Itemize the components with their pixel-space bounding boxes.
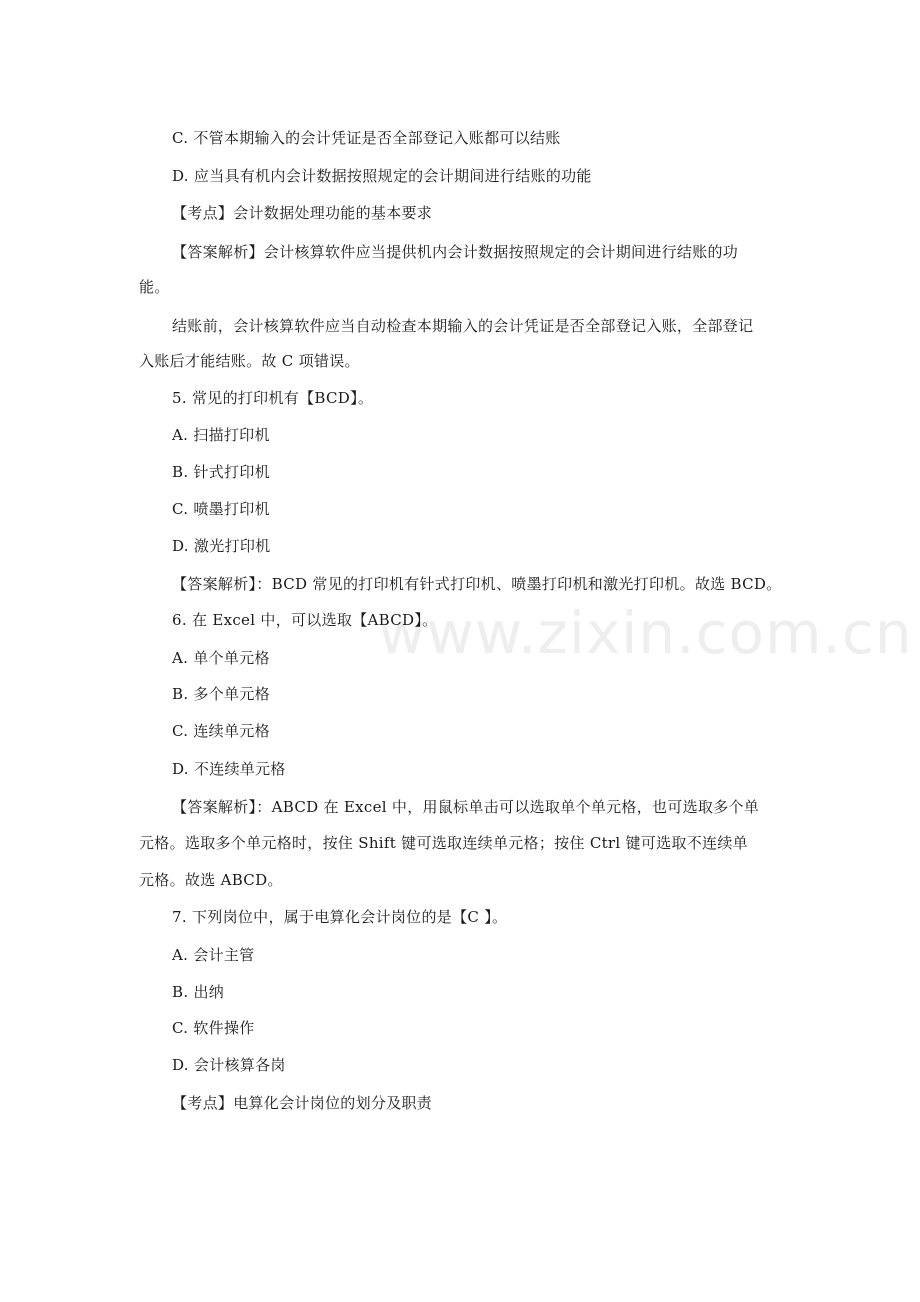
question-5: 5. 常见的打印机有【BCD】。: [172, 389, 374, 407]
option-b-q7: B. 出纳: [172, 983, 225, 1001]
answer-analysis-q5: 【答案解析】：BCD 常见的打印机有针式打印机、喷墨打印机和激光打印机。故选 BCD。: [172, 575, 782, 593]
answer-analysis-q6-line2: 元格。选取多个单元格时，按住 Shift 键可选取连续单元格；按住 Ctrl 键可选取不连续单: [139, 834, 748, 852]
option-a-q7: A. 会计主管: [172, 946, 255, 964]
option-c-q4: C. 不管本期输入的会计凭证是否全部登记入账都可以结账: [172, 129, 561, 147]
answer-analysis-q6-line1: 【答案解析】：ABCD 在 Excel 中，用鼠标单击可以选取单个单元格，也可选取多个单: [172, 798, 760, 816]
answer-analysis-q4-line2: 能。: [139, 278, 170, 296]
option-d-q5: D. 激光打印机: [172, 537, 271, 555]
option-c-q6: C. 连续单元格: [172, 722, 270, 740]
answer-analysis-q4-line1: 【答案解析】会计核算软件应当提供机内会计数据按照规定的会计期间进行结账的功: [172, 243, 739, 261]
option-d-q4: D. 应当具有机内会计数据按照规定的会计期间进行结账的功能: [172, 167, 592, 185]
question-6: 6. 在 Excel 中，可以选取【ABCD】。: [172, 611, 438, 629]
option-c-q5: C. 喷墨打印机: [172, 500, 270, 518]
option-c-q7: C. 软件操作: [172, 1019, 255, 1037]
key-point-q7: 【考点】电算化会计岗位的划分及职责: [172, 1094, 433, 1112]
option-a-q6: A. 单个单元格: [172, 649, 270, 667]
option-b-q5: B. 针式打印机: [172, 463, 270, 481]
question-7: 7. 下列岗位中，属于电算化会计岗位的是【C 】。: [172, 908, 508, 926]
answer-analysis-q6-line3: 元格。故选 ABCD。: [139, 871, 283, 889]
paragraph-line1: 结账前，会计核算软件应当自动检查本期输入的会计凭证是否全部登记入账，全部登记: [172, 317, 754, 335]
paragraph-line2: 入账后才能结账。故 C 项错误。: [139, 352, 360, 370]
option-d-q6: D. 不连续单元格: [172, 760, 286, 778]
key-point-q4: 【考点】会计数据处理功能的基本要求: [172, 204, 433, 222]
option-b-q6: B. 多个单元格: [172, 685, 270, 703]
option-a-q5: A. 扫描打印机: [172, 426, 270, 444]
watermark: www.zixin.com.cn: [378, 599, 913, 667]
option-d-q7: D. 会计核算各岗: [172, 1056, 286, 1074]
